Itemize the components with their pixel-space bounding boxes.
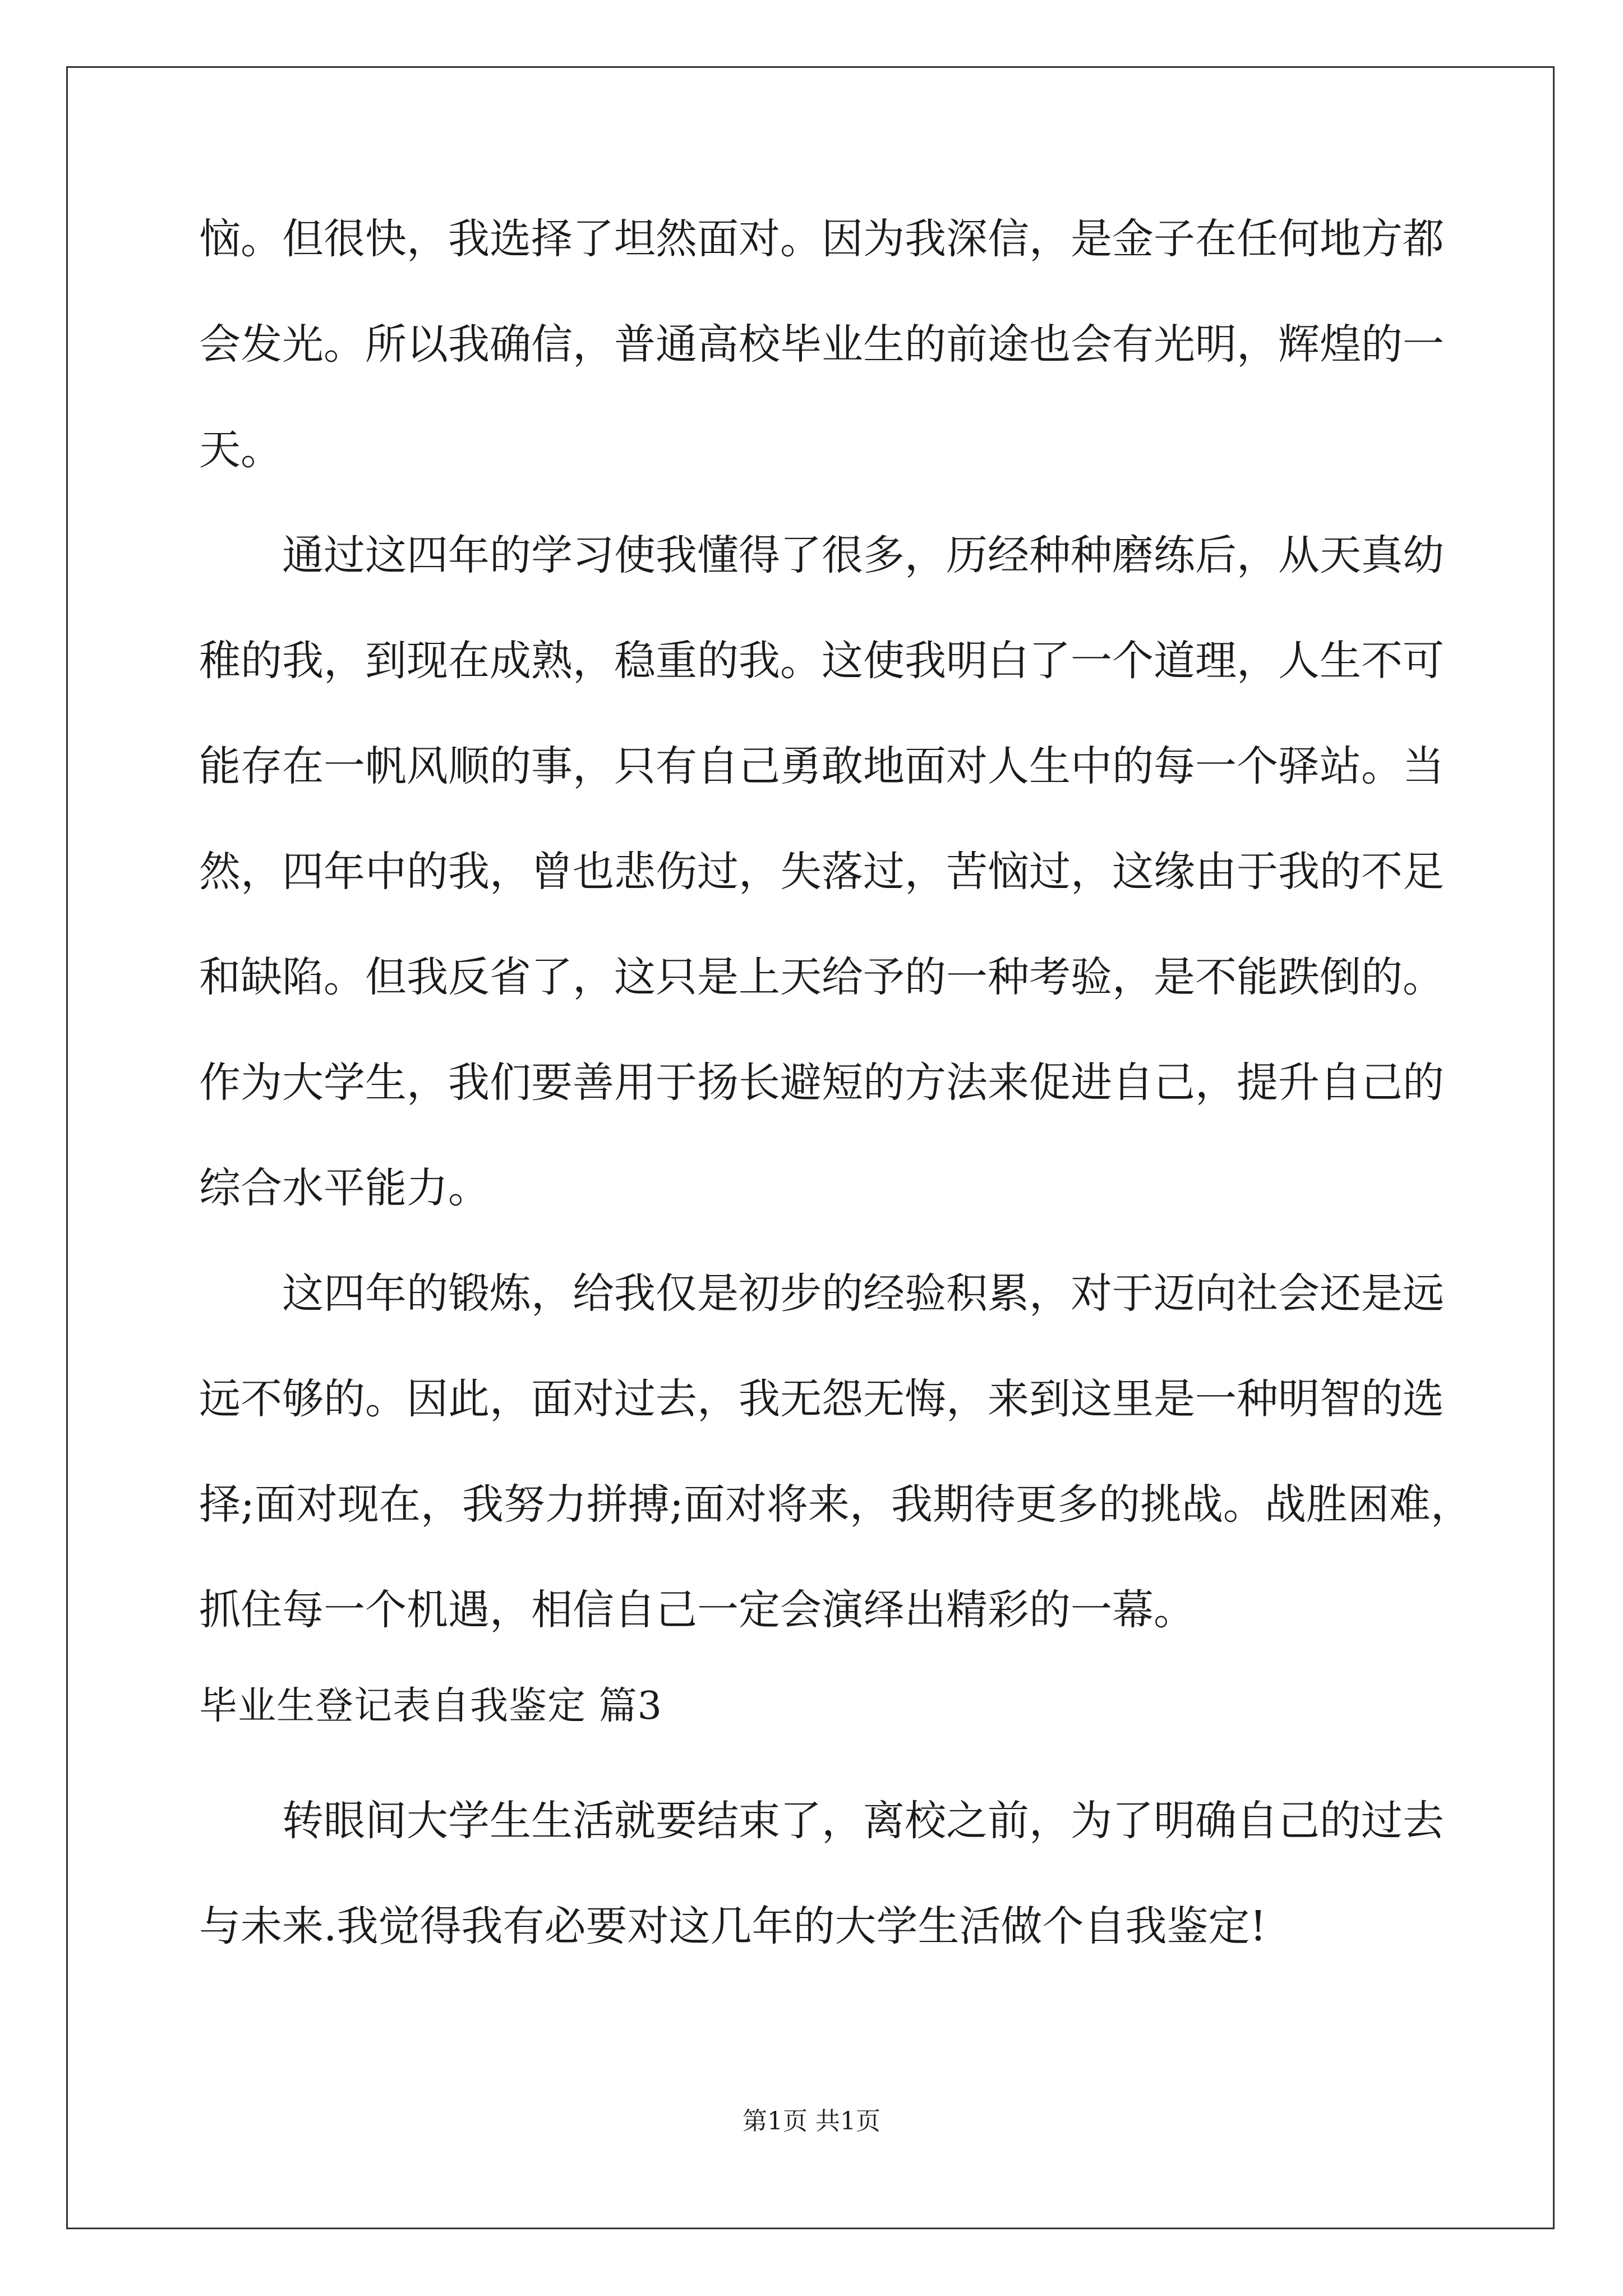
text-line: 能存在一帆风顺的事，只有自己勇敢地面对人生中的每一个驿站。当: [199, 742, 1444, 790]
text-line: 择;面对现在，我努力拼搏;面对将来，我期待更多的挑战。战胜困难，: [199, 1480, 1472, 1529]
section-heading: 毕业生登记表自我鉴定 篇3: [199, 1684, 662, 1728]
text-line: 然，四年中的我，曾也悲伤过，失落过，苦恼过，这缘由于我的不足: [199, 848, 1444, 896]
text-line: 稚的我，到现在成熟，稳重的我。这使我明白了一个道理，人生不可: [199, 637, 1444, 685]
text-line: 抓住每一个机遇，相信自己一定会演绎出精彩的一幕。: [199, 1586, 1195, 1634]
paragraph-start-line: 这四年的锻炼，给我仅是初步的经验积累，对于迈向社会还是远: [282, 1269, 1444, 1318]
paragraph-start-line: 转眼间大学生生活就要结束了，离校之前，为了明确自己的过去: [282, 1797, 1444, 1845]
text-line: 综合水平能力。: [199, 1164, 490, 1212]
text-line: 和缺陷。但我反省了，这只是上天给予的一种考验，是不能跌倒的。: [199, 953, 1444, 1001]
page-number-footer: 第1页 共1页: [743, 2107, 880, 2136]
text-line: 作为大学生，我们要善用于扬长避短的方法来促进自己，提升自己的: [199, 1059, 1444, 1107]
text-line: 与未来.我觉得我有必要对这几年的大学生活做个自我鉴定!: [199, 1902, 1267, 1950]
text-line: 远不够的。因此，面对过去，我无怨无悔，来到这里是一种明智的选: [199, 1375, 1444, 1423]
text-line: 天。: [199, 426, 282, 474]
text-line: 会发光。所以我确信，普通高校毕业生的前途也会有光明，辉煌的一: [199, 320, 1444, 369]
paragraph-start-line: 通过这四年的学习使我懂得了很多，历经种种磨练后，从天真幼: [282, 531, 1444, 579]
text-line: 恼。但很快，我选择了坦然面对。因为我深信，是金子在任何地方都: [199, 215, 1444, 263]
